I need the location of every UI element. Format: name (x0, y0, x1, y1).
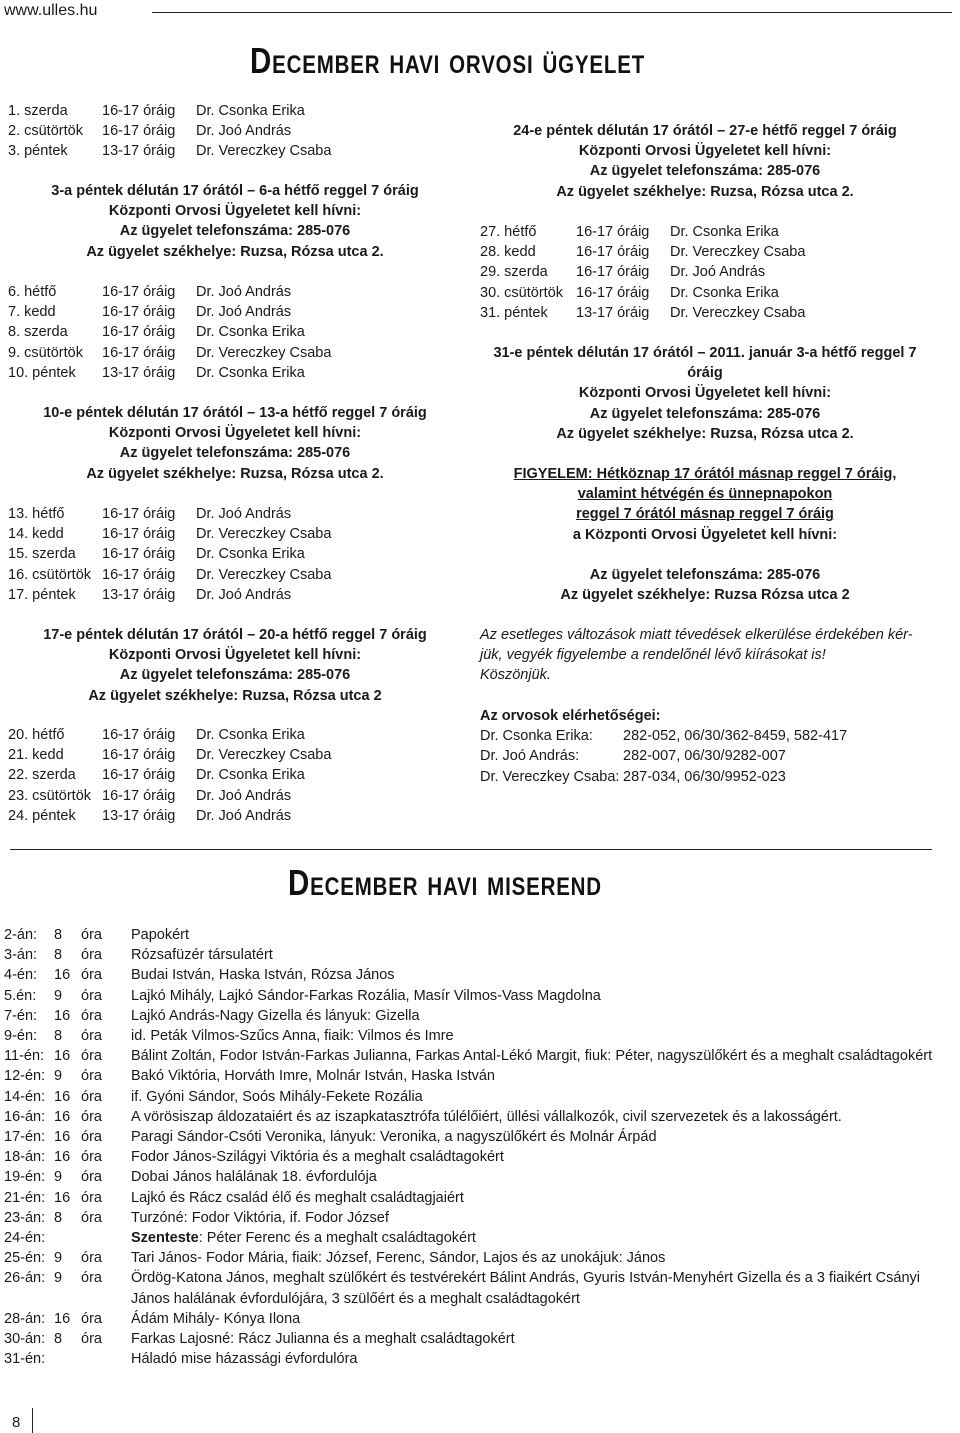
hours-label: 16-17 óráig (102, 727, 176, 743)
mass-intention-text: A vörösiszap áldozataiért és az iszapkatasztrófa túlélőiért, üllési vállalkozók, civil szervezetek és a lakosságért. (131, 1108, 842, 1125)
mass-intention (131, 986, 954, 1006)
mass-intention (131, 1147, 954, 1167)
day-label: 20. hétfő (8, 727, 65, 743)
mass-hour: 9 (54, 1250, 63, 1267)
mass-intention-text: Rózsafüzér társulatért (131, 947, 273, 964)
mass-intention-text: Bálint Zoltán, Fodor István-Farkas Julianna, Farkas Antal-Lékó Margit, fiuk: Péter, nagyszülőkért és a meghalt családtagokért (131, 1048, 933, 1065)
mass-row (4, 925, 954, 945)
hours-label: 16-17 óráig (576, 284, 650, 301)
mass-row (4, 1329, 954, 1349)
day-label: 9. csütörtök (8, 344, 83, 361)
mass-hour: 16 (54, 967, 71, 984)
block-line: 17-e péntek délután 17 órától – 20-a hétfő reggel 7 óráig (43, 627, 427, 643)
day-label: 7. kedd (8, 304, 56, 321)
mass-hour: 8 (54, 927, 63, 943)
mass-intention (131, 1026, 954, 1046)
block-line: Központi Orvosi Ügyeletet kell hívni: (108, 203, 362, 220)
hours-label: 16-17 óráig (102, 747, 176, 764)
mass-intention-text: Bakó Viktória, Horváth Imre, Molnár István, Haska István (131, 1068, 495, 1085)
day-label: 29. szerda (480, 264, 548, 281)
mass-intention-text: Lajkó András-Nagy Gizella és lányuk: Gizella (131, 1007, 420, 1024)
mass-intention (131, 1066, 954, 1086)
mass-hour: 9 (54, 1068, 63, 1085)
mass-hour: 8 (54, 1028, 63, 1045)
block-line: Az ügyelet telefonszáma: 285-076 (119, 445, 351, 462)
weekend-duty-block-2 (0, 403, 470, 484)
mass-hour: 8 (54, 1209, 63, 1226)
mass-hour-unit: óra (81, 1209, 102, 1226)
mass-hour-unit: óra (81, 1189, 102, 1206)
mass-hour: 8 (54, 947, 63, 964)
day-label: 22. szerda (8, 767, 76, 784)
doctor-name: Dr. Csonka Erika (196, 324, 305, 341)
warning-line: reggel 7 órától másnap reggel 7 óráig (576, 506, 834, 523)
block-line: Az ügyelet székhelye: Ruzsa, Rózsa utca 2. (556, 425, 854, 442)
warning-block (470, 464, 940, 545)
day-label: 24. péntek (8, 807, 76, 824)
day-label: 6. hétfő (8, 284, 57, 300)
hours-label: 16-17 óráig (102, 123, 176, 140)
mass-day: 21-én: (4, 1189, 46, 1206)
mass-intention (131, 965, 954, 985)
day-label: 30. csütörtök (480, 284, 564, 301)
hours-label: 16-17 óráig (102, 566, 176, 583)
doctor-name: Dr. Csonka Erika (196, 727, 305, 743)
mass-intention-text: Tari János- Fodor Mária, fiaik: József, Ferenc, Sándor, Lajos és az unokájuk: János (131, 1250, 666, 1267)
mass-intention (131, 1309, 954, 1329)
contact-phone: 282-052, 06/30/362-8459, 582-417 (623, 728, 848, 745)
mass-row (4, 945, 954, 965)
site-url: www.ulles.hu (4, 2, 98, 19)
doctor-name: Dr. Csonka Erika (196, 767, 305, 784)
block-line: Az ügyelet székhelye: Ruzsa Rózsa utca 2 (560, 587, 850, 604)
contact-name: Dr. Csonka Erika: (480, 728, 593, 745)
day-label: 8. szerda (8, 324, 68, 341)
mass-row (4, 1167, 954, 1187)
hours-label: 16-17 óráig (102, 526, 176, 543)
block-line: 10-e péntek délután 17 órától – 13-a hétfő reggel 7 óráig (43, 405, 427, 421)
block-line: Az ügyelet telefonszáma: 285-076 (119, 223, 351, 240)
weekend-duty-block-5 (470, 343, 940, 444)
mass-row (4, 1066, 954, 1086)
mass-hour-unit: óra (81, 1310, 102, 1327)
mass-day: 17-én: (4, 1129, 46, 1146)
mass-row (4, 1107, 954, 1127)
doctor-name: Dr. Vereczkey Csaba (196, 526, 332, 543)
block-line: Az ügyelet székhelye: Ruzsa, Rózsa utca 2 (88, 687, 382, 704)
mass-hour-unit: óra (81, 1250, 102, 1267)
mass-day: 23-án: (4, 1209, 46, 1226)
mass-intention (131, 1087, 954, 1107)
mass-row (4, 1147, 954, 1167)
day-label: 17. péntek (8, 586, 76, 603)
mass-hour: 9 (54, 987, 63, 1004)
doctor-name: Dr. Csonka Erika (196, 364, 305, 381)
changes-note (480, 625, 940, 686)
weekend-duty-block-1 (0, 181, 470, 262)
hours-label: 16-17 óráig (102, 103, 176, 119)
weekend-duty-block-3 (0, 625, 470, 706)
block-line: Központi Orvosi Ügyeletet kell hívni: (578, 143, 832, 160)
mass-intention (131, 1006, 954, 1026)
day-label: 31. péntek (480, 304, 548, 321)
mass-intention-text: : Péter Ferenc és a meghalt családtagokért (198, 1230, 476, 1247)
doctor-name: Dr. Joó András (196, 304, 292, 321)
block-line: 3-a péntek délután 17 órától – 6-a hétfő reggel 7 óráig (51, 183, 419, 199)
doctor-name: Dr. Vereczkey Csaba (196, 143, 332, 160)
mass-intention (131, 1349, 954, 1369)
block-line: Központi Orvosi Ügyeletet kell hívni: (108, 425, 362, 442)
day-label: 13. hétfő (8, 506, 65, 522)
mass-hour: 16 (54, 1088, 71, 1105)
mass-intention-text: Lajkó és Rácz család élő és meghalt családtagjaiért (131, 1189, 464, 1206)
mass-hour: 16 (54, 1189, 71, 1206)
doctor-name: Dr. Vereczkey Csaba (196, 566, 332, 583)
day-label: 28. kedd (480, 244, 536, 261)
doctor-name: Dr. Vereczkey Csaba (670, 244, 806, 261)
mass-row (4, 1026, 954, 1046)
mass-intention (131, 1046, 954, 1066)
mass-hour-unit: óra (81, 967, 102, 984)
mass-intention-text: Paragi Sándor-Csóti Veronika, lányuk: Veronika, a nagyszülőkért és Molnár Árpád (131, 1129, 657, 1146)
mass-intention-text: id. Peták Vilmos-Szűcs Anna, fiaik: Vilmos és Imre (131, 1028, 454, 1045)
mass-row (4, 1127, 954, 1147)
mass-hour-unit: óra (81, 1007, 102, 1024)
mass-day: 12-én: (4, 1068, 46, 1085)
mass-intention-text: Farkas Lajosné: Rácz Julianna és a meghalt családtagokért (131, 1331, 515, 1348)
mass-day: 24-én: (4, 1230, 46, 1247)
day-label: 16. csütörtök (8, 566, 92, 583)
mass-row (4, 1188, 954, 1208)
block-line: 31-e péntek délután 17 órától – 2011. január 3-a hétfő reggel 7 (493, 345, 917, 361)
hours-label: 16-17 óráig (102, 304, 176, 321)
contacts-title: Az orvosok elérhetőségei: (480, 708, 661, 724)
mass-intention-text: Háladó mise házassági évfordulóra (131, 1351, 358, 1368)
mass-row (4, 1309, 954, 1329)
hours-label: 16-17 óráig (102, 284, 176, 300)
warning-line: a Központi Orvosi Ügyeletet kell hívni: (572, 526, 838, 543)
mass-intention-text: Ördög-Katona János, meghalt szülőkért és testvérekért Bálint András, Gyuris István-Menyhért Gizella és a 3 fiaikért Csányi János halálának évfordulójára, 3 szülőért és a meghalt családtagokért (131, 1270, 920, 1307)
hours-label: 13-17 óráig (102, 143, 176, 160)
day-label: 10. péntek (8, 364, 76, 381)
doctor-contacts (480, 706, 848, 787)
mass-hour-unit: óra (81, 927, 102, 943)
block-line: Az ügyelet telefonszáma: 285-076 (119, 667, 351, 684)
mass-hour: 16 (54, 1048, 71, 1065)
hours-label: 16-17 óráig (102, 546, 176, 563)
day-label: 27. hétfő (480, 224, 537, 240)
contact-name: Dr. Vereczkey Csaba: (480, 768, 620, 785)
day-label: 3. péntek (8, 143, 68, 160)
mass-intention (131, 1329, 954, 1349)
mass-schedule (4, 925, 954, 1369)
page-number-rule (32, 1408, 33, 1433)
mass-intention-highlight: Szenteste (131, 1230, 199, 1247)
mass-hour-unit: óra (81, 987, 102, 1004)
block-line: 24-e péntek délután 17 órától – 27-e hétfő reggel 7 óráig (513, 123, 897, 139)
mass-day: 4-én: (4, 967, 38, 984)
hours-label: 16-17 óráig (102, 506, 176, 522)
hours-label: 16-17 óráig (576, 244, 650, 261)
doctor-name: Dr. Csonka Erika (670, 224, 779, 240)
block-line: Az ügyelet telefonszáma: 285-076 (589, 405, 821, 422)
doctor-name: Dr. Joó András (196, 787, 292, 804)
contact-name: Dr. Joó András: (480, 748, 580, 765)
doctor-name: Dr. Joó András (196, 586, 292, 603)
doctor-name: Dr. Joó András (196, 506, 292, 522)
day-label: 1. szerda (8, 103, 68, 119)
mass-hour-unit: óra (81, 1149, 102, 1166)
mass-hour: 16 (54, 1007, 71, 1024)
mass-hour: 16 (54, 1108, 71, 1125)
contact-row (480, 726, 848, 746)
mass-row (4, 965, 954, 985)
hours-label: 16-17 óráig (102, 767, 176, 784)
doctor-name: Dr. Vereczkey Csaba (196, 344, 332, 361)
doctor-name: Dr. Csonka Erika (196, 546, 305, 563)
doctor-name: Dr. Vereczkey Csaba (670, 304, 806, 321)
mass-day: 30-án: (4, 1331, 46, 1348)
hours-label: 16-17 óráig (102, 787, 176, 804)
mass-day: 7-én: (4, 1007, 38, 1024)
warning-contact (470, 565, 940, 605)
block-line: Az ügyelet székhelye: Ruzsa, Rózsa utca 2. (86, 465, 384, 482)
doctor-name: Dr. Joó András (196, 284, 292, 300)
mass-row (4, 1349, 954, 1369)
contact-row (480, 767, 786, 787)
weekend-duty-block-4 (470, 121, 940, 202)
note-line: jük, vegyék figyelembe a rendelőnél lévő kiírásokat is! (480, 647, 826, 664)
mass-hour-unit: óra (81, 1270, 102, 1287)
top-divider (152, 12, 952, 13)
mass-day: 2-án: (4, 927, 38, 943)
mass-intention-text: Ádám Mihály- Kónya Ilona (131, 1310, 301, 1327)
note-line: Az esetleges változások miatt tévedések elkerülése érdekében kér- (480, 627, 913, 643)
mass-day: 9-én: (4, 1028, 38, 1045)
mass-intention (131, 925, 954, 945)
day-label: 21. kedd (8, 747, 64, 764)
mass-title: December havi miserend (288, 862, 602, 903)
day-label: 15. szerda (8, 546, 76, 563)
block-line: Az ügyelet székhelye: Ruzsa, Rózsa utca 2. (556, 183, 854, 200)
mass-hour: 9 (54, 1169, 63, 1186)
block-line: Az ügyelet telefonszáma: 285-076 (589, 163, 821, 180)
mass-row (4, 1046, 954, 1066)
hours-label: 16-17 óráig (576, 224, 650, 240)
day-label: 14. kedd (8, 526, 64, 543)
mass-hour: 16 (54, 1149, 71, 1166)
mass-hour-unit: óra (81, 1169, 102, 1186)
mass-intention-text: Dobai János halálának 18. évfordulója (131, 1169, 377, 1186)
hours-label: 16-17 óráig (102, 324, 176, 341)
mass-intention (131, 1268, 954, 1308)
mass-intention (131, 1127, 954, 1147)
warning-line: FIGYELEM: Hétköznap 17 órától másnap reggel 7 óráig, (513, 466, 897, 482)
mass-intention (131, 1167, 954, 1187)
mass-day: 14-én: (4, 1088, 46, 1105)
doctor-name: Dr. Joó András (196, 123, 292, 140)
contact-row (480, 746, 786, 766)
mass-hour-unit: óra (81, 947, 102, 964)
mass-intention-text: Turzóné: Fodor Viktória, if. Fodor József (131, 1209, 389, 1226)
hours-label: 16-17 óráig (102, 344, 176, 361)
mass-day: 3-án: (4, 947, 38, 964)
hours-label: 13-17 óráig (576, 304, 650, 321)
mass-hour-unit: óra (81, 1108, 102, 1125)
duty-title: December havi orvosi ügyelet (250, 40, 646, 81)
block-line: Az ügyelet telefonszáma: 285-076 (589, 567, 821, 583)
mass-hour-unit: óra (81, 1331, 102, 1348)
doctor-name: Dr. Vereczkey Csaba (196, 747, 332, 764)
mass-hour-unit: óra (81, 1068, 102, 1085)
mass-intention (131, 1228, 954, 1248)
mass-day: 31-én: (4, 1351, 46, 1368)
mass-hour-unit: óra (81, 1129, 102, 1146)
mass-intention-text: Lajkó Mihály, Lajkó Sándor-Farkas Rozália, Masír Vilmos-Vass Magdolna (131, 987, 601, 1004)
mass-hour-unit: óra (81, 1088, 102, 1105)
mass-hour-unit: óra (81, 1048, 102, 1065)
mass-day: 11-én: (4, 1048, 45, 1065)
section-divider (10, 849, 932, 850)
mass-day: 19-én: (4, 1169, 46, 1186)
mass-hour: 9 (54, 1270, 63, 1287)
mass-intention-text: if. Gyóni Sándor, Soós Mihály-Fekete Rozália (131, 1088, 423, 1105)
page-number: 8 (12, 1414, 21, 1431)
mass-intention-text: Fodor János-Szilágyi Viktória és a meghalt családtagokért (131, 1149, 504, 1166)
mass-day: 18-án: (4, 1149, 46, 1166)
doctor-name: Dr. Csonka Erika (196, 103, 305, 119)
mass-day: 25-én: (4, 1250, 46, 1267)
mass-intention (131, 1248, 954, 1268)
mass-day: 28-án: (4, 1310, 46, 1327)
block-line: Az ügyelet székhelye: Ruzsa, Rózsa utca 2. (86, 243, 384, 260)
doctor-name: Dr. Joó András (196, 807, 292, 824)
mass-intention (131, 1188, 954, 1208)
mass-row (4, 1248, 954, 1268)
mass-intention (131, 1107, 954, 1127)
mass-row (4, 1006, 954, 1026)
warning-line: valamint hétvégén és ünnepnapokon (577, 486, 833, 503)
mass-row (4, 1268, 954, 1308)
note-line: Köszönjük. (480, 667, 551, 684)
mass-day: 26-án: (4, 1270, 46, 1287)
day-label: 2. csütörtök (8, 123, 83, 140)
hours-label: 16-17 óráig (576, 264, 650, 281)
mass-hour: 16 (54, 1310, 71, 1327)
block-line: Központi Orvosi Ügyeletet kell hívni: (108, 647, 362, 664)
day-label: 23. csütörtök (8, 787, 92, 804)
hours-label: 13-17 óráig (102, 364, 176, 381)
mass-hour-unit: óra (81, 1028, 102, 1045)
contact-phone: 282-007, 06/30/9282-007 (623, 748, 786, 765)
mass-day: 5.én: (4, 987, 37, 1004)
doctor-name: Dr. Joó András (670, 264, 766, 281)
mass-hour: 8 (54, 1331, 63, 1348)
mass-row (4, 986, 954, 1006)
mass-row (4, 1208, 954, 1228)
doctor-name: Dr. Csonka Erika (670, 284, 779, 301)
mass-hour: 16 (54, 1129, 71, 1146)
mass-row (4, 1087, 954, 1107)
mass-intention-text: Budai István, Haska István, Rózsa János (131, 967, 395, 984)
mass-row (4, 1228, 954, 1248)
contact-phone: 287-034, 06/30/9952-023 (623, 768, 786, 785)
block-line: óráig (687, 365, 723, 382)
hours-label: 13-17 óráig (102, 807, 176, 824)
mass-day: 16-án: (4, 1108, 46, 1125)
hours-label: 13-17 óráig (102, 586, 176, 603)
mass-intention-text: Papokért (131, 927, 190, 943)
mass-intention (131, 945, 954, 965)
block-line: Központi Orvosi Ügyeletet kell hívni: (578, 385, 832, 402)
mass-intention (131, 1208, 954, 1228)
